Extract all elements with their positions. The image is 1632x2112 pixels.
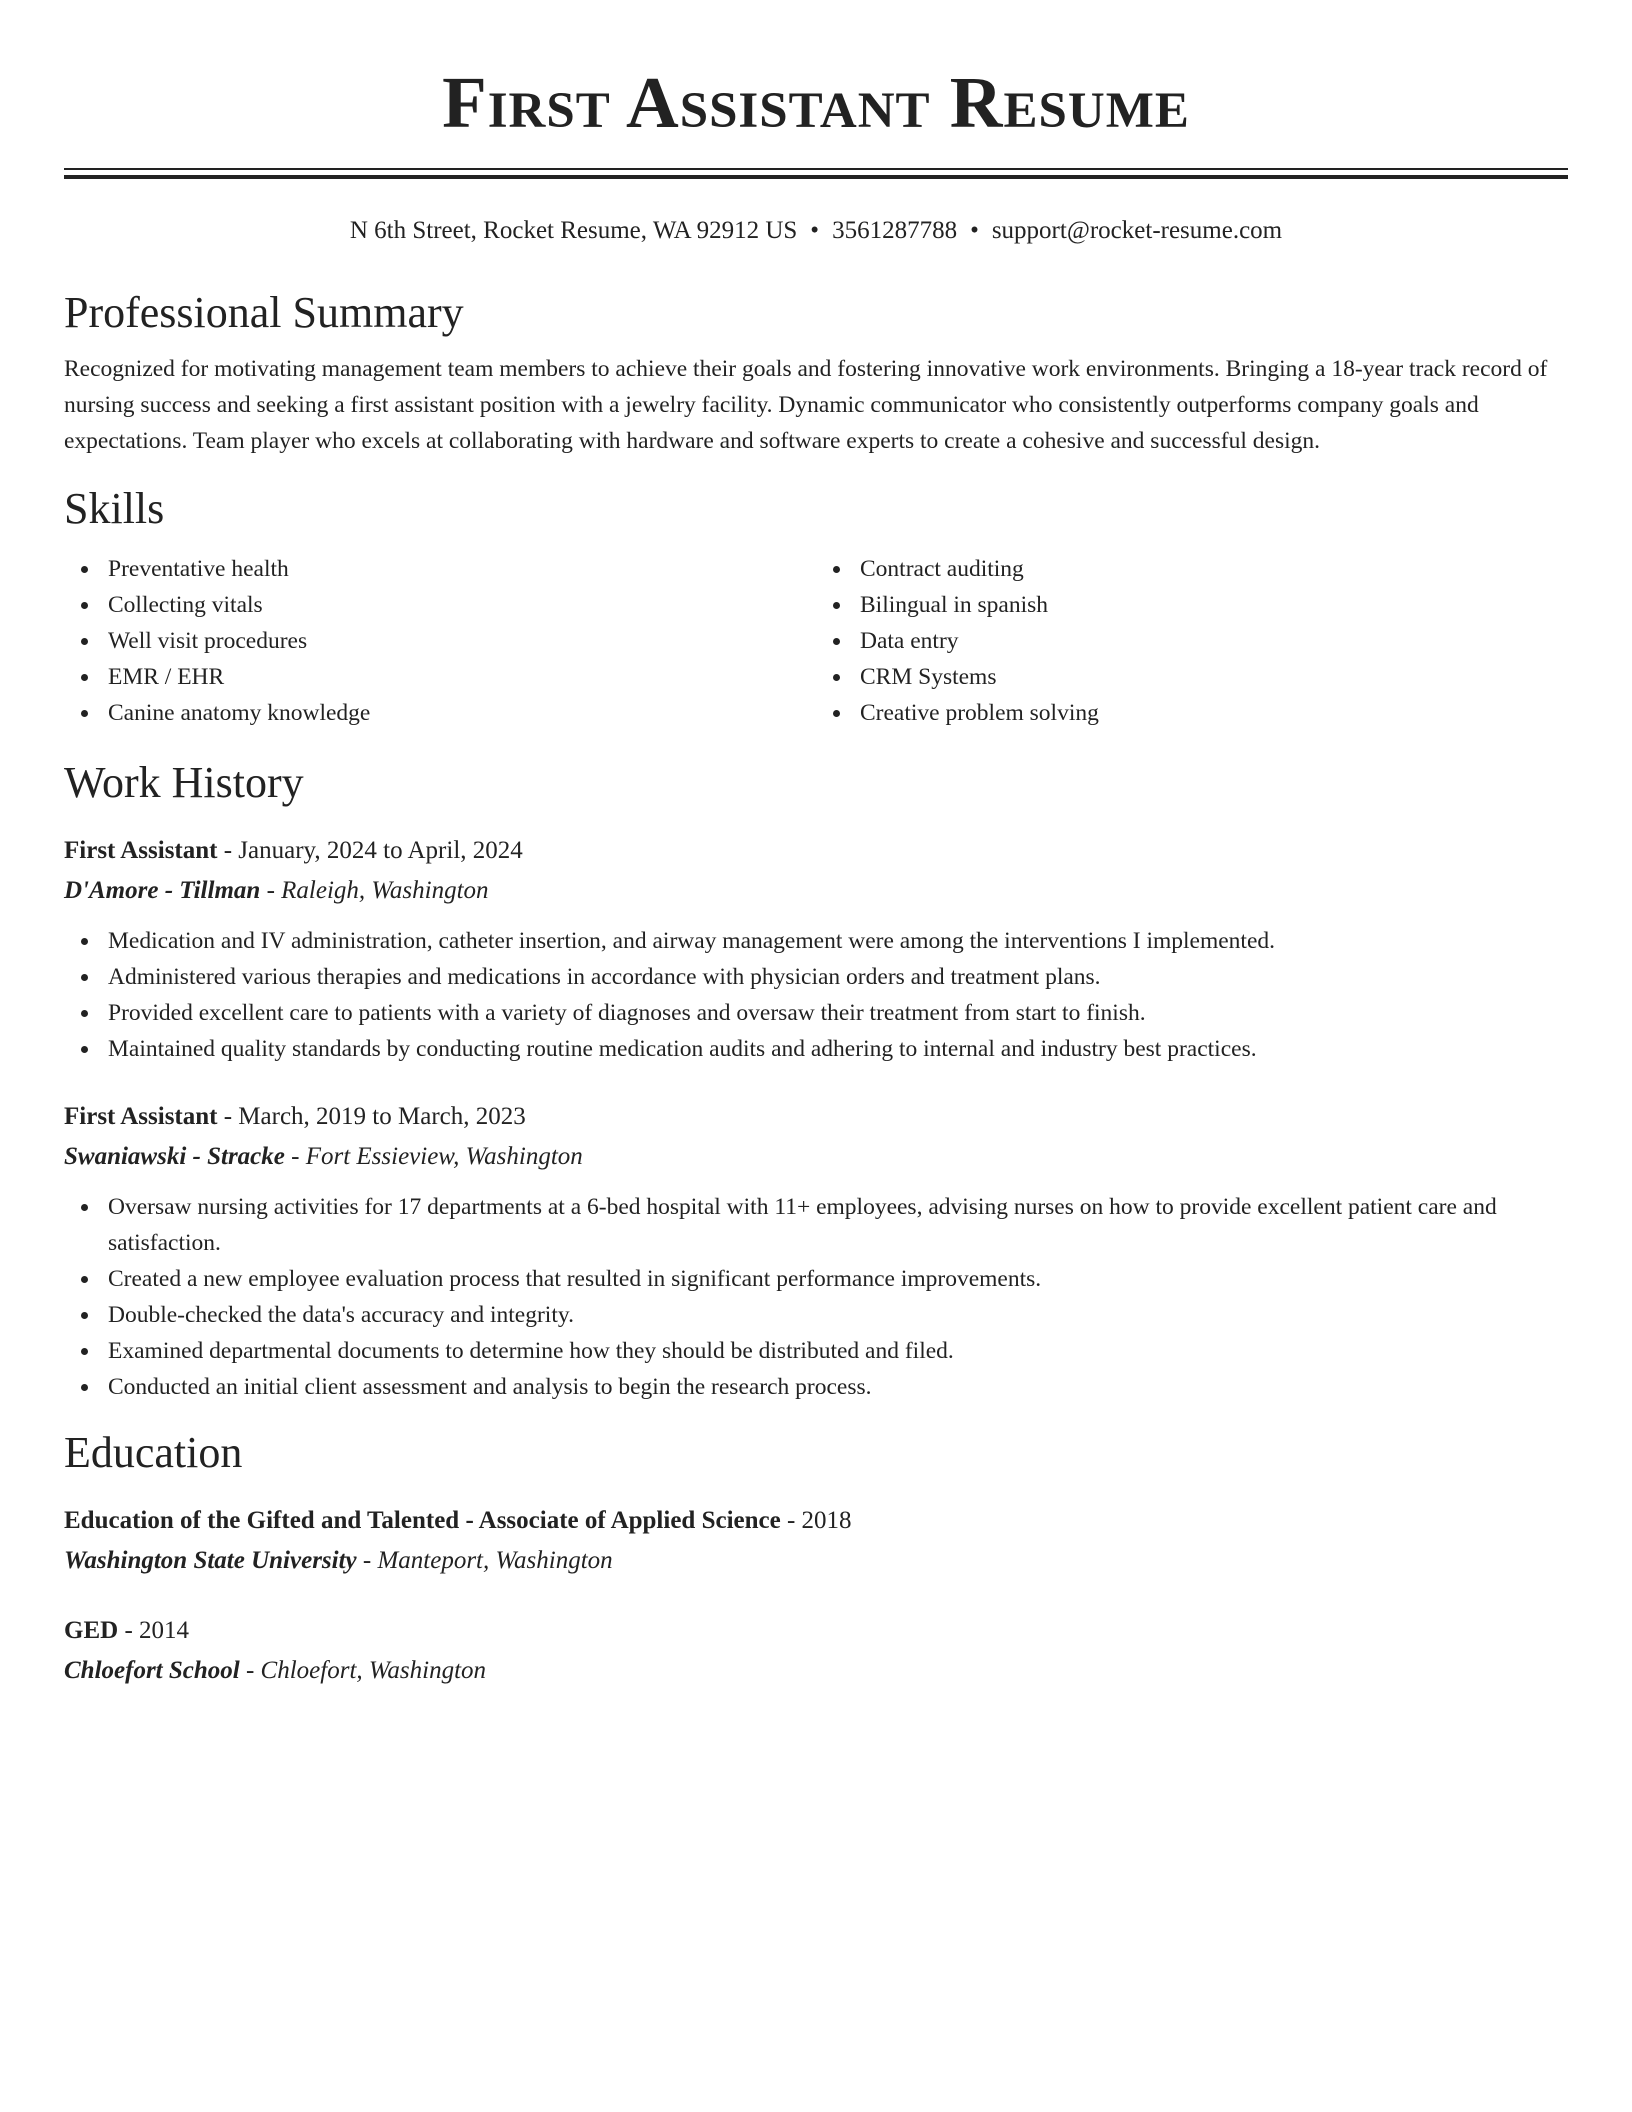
- job-company-line: [64, 1137, 1568, 1177]
- skills-heading: Skills: [64, 484, 165, 533]
- skill-item: CRM Systems: [860, 659, 1568, 695]
- contact-phone: 3561287788: [832, 217, 958, 244]
- contact-separator: •: [970, 217, 979, 244]
- education-degree: Education of the Gifted and Talented - Associate of Applied Science: [64, 1507, 781, 1534]
- job-location: - Raleigh, Washington: [260, 877, 489, 904]
- job-title: First Assistant: [64, 1103, 218, 1130]
- education-school-line: [64, 1651, 1568, 1691]
- job-bullet: Double-checked the data's accuracy and integrity.: [108, 1297, 1568, 1333]
- job-bullets: [64, 1189, 1568, 1405]
- skills-column-right: [816, 551, 1568, 731]
- skill-item: Preventative health: [108, 551, 816, 587]
- education-year: - 2014: [118, 1617, 190, 1644]
- education-degree: GED: [64, 1617, 119, 1644]
- education-school: Washington State University: [64, 1547, 357, 1574]
- skill-item: EMR / EHR: [108, 659, 816, 695]
- title-divider: [64, 168, 1568, 179]
- resume-title: First Assistant Resume: [442, 62, 1190, 143]
- job-bullet: Examined departmental documents to determine how they should be distributed and filed.: [108, 1333, 1568, 1369]
- skill-item: Bilingual in spanish: [860, 587, 1568, 623]
- job-entry: [64, 1097, 1568, 1405]
- education-entry: [64, 1611, 1568, 1691]
- education-school: Chloefort School: [64, 1657, 240, 1684]
- resume-page: [64, 0, 1568, 1691]
- summary-section: [64, 285, 1568, 459]
- skill-item: Collecting vitals: [108, 587, 816, 623]
- summary-heading: Professional Summary: [64, 288, 464, 337]
- work-history-heading: Work History: [64, 758, 304, 807]
- job-bullet: Conducted an initial client assessment and analysis to begin the research process.: [108, 1369, 1568, 1405]
- job-title-line: [64, 831, 1568, 871]
- job-title: First Assistant: [64, 837, 218, 864]
- job-dates: - March, 2019 to March, 2023: [217, 1103, 526, 1130]
- contact-separator: •: [810, 217, 820, 244]
- work-history-section: [64, 755, 1568, 1405]
- skills-column-left: [64, 551, 816, 731]
- job-bullet: Maintained quality standards by conducting routine medication audits and adhering to internal and industry best practices.: [108, 1031, 1568, 1067]
- skill-item: Canine anatomy knowledge: [108, 695, 816, 731]
- job-bullet: Created a new employee evaluation process that resulted in significant performance improvements.: [108, 1261, 1568, 1297]
- job-bullets: [64, 923, 1568, 1067]
- contact-address: N 6th Street, Rocket Resume, WA 92912 US: [349, 217, 798, 244]
- job-company-line: [64, 871, 1568, 911]
- job-bullet: Provided excellent care to patients with a variety of diagnoses and oversaw their treatment from start to finish.: [108, 995, 1568, 1031]
- education-location: - Chloefort, Washington: [239, 1657, 487, 1684]
- education-entry: [64, 1501, 1568, 1581]
- education-location: - Manteport, Washington: [356, 1547, 613, 1574]
- education-heading: Education: [64, 1428, 243, 1477]
- skills-grid: [64, 551, 1568, 731]
- job-company: D'Amore - Tillman: [64, 877, 261, 904]
- job-bullet: Administered various therapies and medications in accordance with physician orders and treatment plans.: [108, 959, 1568, 995]
- education-degree-line: [64, 1611, 1568, 1651]
- summary-text: Recognized for motivating management team members to achieve their goals and fostering innovative work environments. Bringing a 18-year track record of nursing success and seeking a first assistant position with a jewelry facility. Dynamic communicator who consistently outperforms company goals and expectations. Team player who excels at collaborating with hardware and software experts to create a cohesive and successful design.: [64, 356, 1548, 454]
- job-title-line: [64, 1097, 1568, 1137]
- education-section: [64, 1425, 1568, 1691]
- education-year: - 2018: [780, 1507, 852, 1534]
- skill-item: Contract auditing: [860, 551, 1568, 587]
- job-dates: - January, 2024 to April, 2024: [217, 837, 523, 864]
- skill-item: Creative problem solving: [860, 695, 1568, 731]
- job-company: Swaniawski - Stracke: [64, 1143, 285, 1170]
- skill-item: Well visit procedures: [108, 623, 816, 659]
- job-bullet: Medication and IV administration, catheter insertion, and airway management were among the interventions I implemented.: [108, 923, 1568, 959]
- skill-item: Data entry: [860, 623, 1568, 659]
- job-entry: [64, 831, 1568, 1067]
- skills-section: [64, 481, 1568, 731]
- contact-email: support@rocket-resume.com: [991, 217, 1283, 244]
- job-location: - Fort Essieview, Washington: [284, 1143, 583, 1170]
- education-degree-line: [64, 1501, 1568, 1541]
- contact-line: [64, 213, 1568, 249]
- education-school-line: [64, 1541, 1568, 1581]
- job-bullet: Oversaw nursing activities for 17 departments at a 6-bed hospital with 11+ employees, advising nurses on how to provide excellent patient care and satisfaction.: [108, 1189, 1568, 1261]
